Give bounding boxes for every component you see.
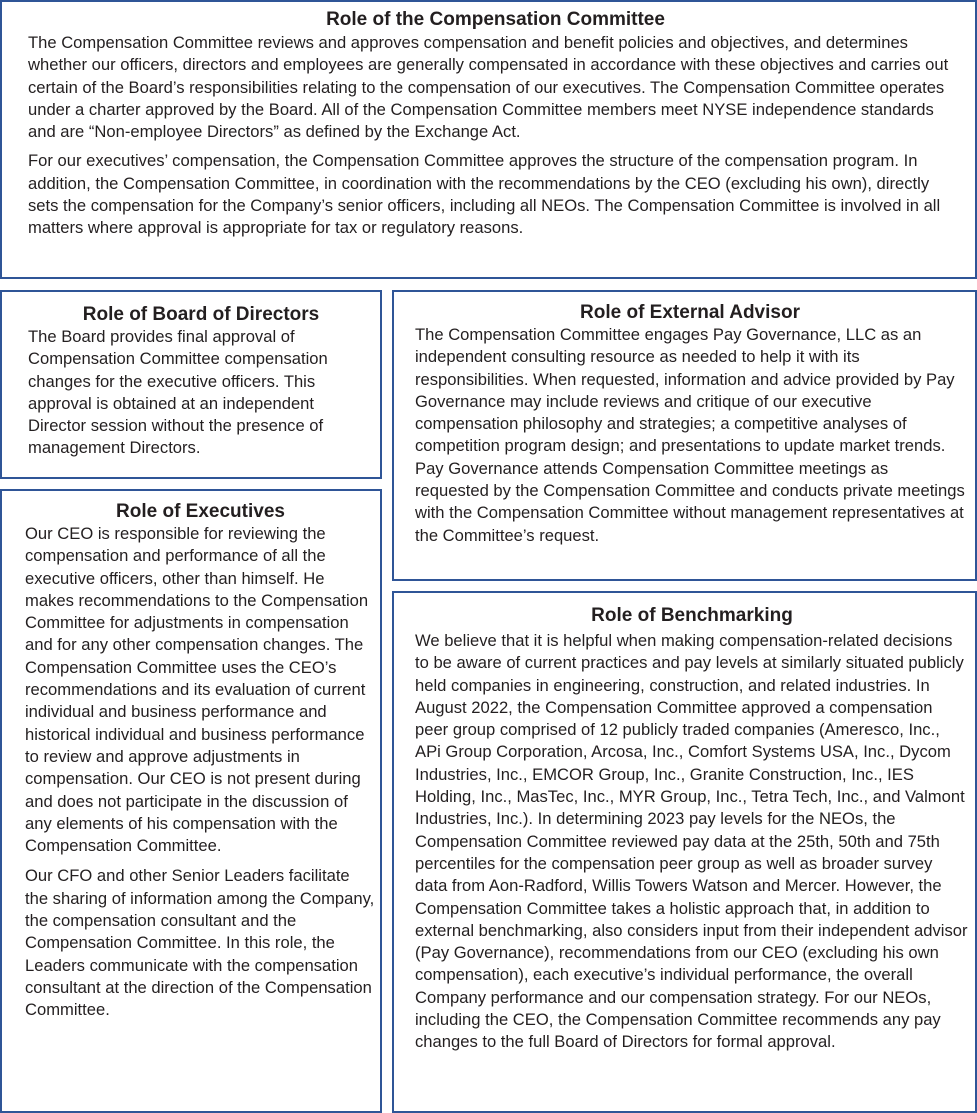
executives-section [0, 489, 382, 1113]
board-of-directors-heading: Role of Board of Directors [82, 304, 320, 325]
compensation-committee-section [0, 0, 977, 279]
executives-paragraph-2: Our CFO and other Senior Leaders facilitate the sharing of information among the Company, the compensation consultant and the Compensation Committee. In this role, the Leaders communicate with the compensation consultant at the direction of the Compensation Committee. [25, 866, 375, 1020]
compensation-committee-paragraph-2: For our executives’ compensation, the Compensation Committee approves the structure of the compensation program. In addition, the Compensation Committee, in coordination with the recommendations by the CEO (excluding his own), directly sets the compensation for the Company’s senior officers, including all NEOs. The Compensation Committee is involved in all matters where approval is appropriate for tax or regulatory reasons. [28, 151, 941, 238]
benchmarking-section [392, 591, 977, 1113]
external-advisor-paragraph: The Compensation Committee engages Pay Governance, LLC as an independent consulting resource as needed to help it with its responsibilities. When requested, information and advice provided by Pay Governance may include reviews and critique of our executive compensation philosophy and strategies; a competitive analyses of competition program design; and presentations to update market trends. Pay Governance attends Compensation Committee meetings as requested by the Compensation Committee and conducts private meetings with the Compensation Committee without management representatives at the Committee’s request. [415, 325, 965, 545]
executives-heading: Role of Executives [116, 501, 285, 522]
compensation-committee-paragraph-1: The Compensation Committee reviews and approves compensation and benefit policies and objectives, and determines whether our officers, directors and employees are generally compensated in accordance with these objectives and carries out certain of the Board’s responsibilities relating to the compensation of our executives. The Compensation Committee operates under a charter approved by the Board. All of the Compensation Committee members meet NYSE independence standards and are “Non-employee Directors” as defined by the Exchange Act. [28, 33, 949, 142]
board-of-directors-paragraph: The Board provides final approval of Compensation Committee compensation changes for the executive officers. This approval is obtained at an independent Director session without the presence of management Directors. [28, 327, 328, 458]
external-advisor-heading: Role of External Advisor [580, 302, 800, 323]
executives-paragraph-1: Our CEO is responsible for reviewing the compensation and performance of all the executive officers, other than himself. He makes recommendations to the Compensation Committee for adjustments in compensation and for any other compensation changes. The Compensation Committee uses the CEO’s recommendations and its evaluation of current individual and business performance and historical individual and business performance to review and approve adjustments in compensation. Our CEO is not present during and does not participate in the discussion of any elements of his compensation with the Compensation Committee. [25, 524, 369, 856]
board-of-directors-section [0, 290, 382, 479]
benchmarking-heading: Role of Benchmarking [591, 605, 793, 626]
benchmarking-paragraph: We believe that it is helpful when making compensation-related decisions to be aware of current practices and pay levels at similarly situated publicly held companies in engineering, construction, and related industries. In August 2022, the Compensation Committee approved a compensation peer group comprised of 12 publicly traded companies (Ameresco, Inc., APi Group Corporation, Arcosa, Inc., Comfort Systems USA, Inc., Dycom Industries, Inc., EMCOR Group, Inc., Granite Construction, Inc., IES Holding, Inc., MasTec, Inc., MYR Group, Inc., Tetra Tech, Inc., and Valmont Industries, Inc.). In determining 2023 pay levels for the NEOs, the Compensation Committee reviewed pay data at the 25th, 50th and 75th percentiles for the compensation peer group as well as broader survey data from Aon-Radford, Willis Towers Watson and Mercer. However, the Compensation Committee takes a holistic approach that, in addition to external benchmarking, also considers input from their independent advisor (Pay Governance), recommendations from our CEO (excluding his own compensation), each executive’s individual performance, the overall Company performance and our compensation strategy. For our NEOs, including the CEO, the Compensation Committee recommends any pay changes to the full Board of Directors for formal approval. [415, 631, 968, 1052]
external-advisor-section [392, 290, 977, 581]
compensation-committee-heading: Role of the Compensation Committee [326, 9, 665, 30]
